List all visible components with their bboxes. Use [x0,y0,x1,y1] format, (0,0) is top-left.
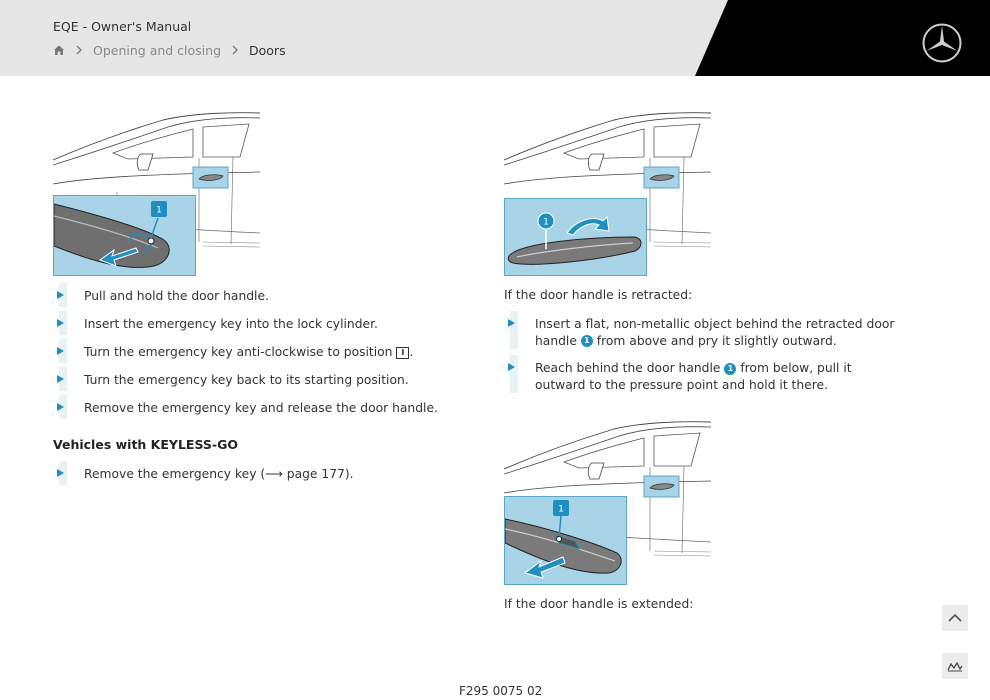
list-item: Reach behind the door handle 1 from below, pull it outward to the pressure point and hold it there. [504,360,904,404]
breadcrumb [53,42,286,58]
step-arrow-icon [508,363,515,371]
left-steps-list [53,288,453,428]
breadcrumb-link[interactable]: Opening and closing [93,42,222,58]
list-item: Remove the emergency key and release the door handle. [53,400,453,428]
step-arrow-icon [57,291,64,299]
list-item: Insert the emergency key into the lock cylinder. [53,316,453,344]
position-symbol: I [396,347,409,359]
extended-intro: If the door handle is extended: [504,597,694,611]
arrow-right-icon: ⟶ [265,467,283,481]
list-item: Remove the emergency key (⟶ page 177). [53,466,453,494]
list-item: Turn the emergency key back to its starting position. [53,372,453,400]
chevron-right-icon [65,45,93,55]
step-arrow-icon [57,319,64,327]
callout-badge: 1 [724,363,736,375]
scroll-to-top-button[interactable] [942,605,968,631]
figure-inset [53,195,196,276]
retracted-intro: If the door handle is retracted: [504,288,693,302]
figure-inset [504,496,627,585]
step-arrow-icon [508,319,515,327]
callout-badge: 1 [581,335,593,347]
list-item: Turn the emergency key anti-clockwise to position I . [53,344,453,372]
chevron-right-icon [221,45,249,55]
home-icon[interactable] [53,44,65,56]
brand-star-logo [921,22,963,64]
callout-number: 1 [156,205,162,216]
figure-inset [504,198,647,276]
page-link[interactable]: page 177 [286,467,345,481]
section-heading: Vehicles with KEYLESS-GO [53,437,238,452]
callout-number: 1 [558,504,564,515]
keyless-steps-list [53,466,453,494]
callout-number: 1 [543,217,549,228]
step-arrow-icon [57,403,64,411]
doc-title: EQE - Owner's Manual [53,19,192,34]
step-arrow-icon [57,469,64,477]
breadcrumb-current: Doors [249,42,286,58]
step-arrow-icon [57,347,64,355]
list-item: Pull and hold the door handle. [53,288,453,316]
list-item: Insert a flat, non-metallic object behind the retracted door handle 1 from above and pry it slightly outward. [504,316,904,360]
feedback-button[interactable] [942,653,968,679]
step-arrow-icon [57,375,64,383]
chevron-up-icon [948,613,962,623]
right-steps-list [504,316,904,404]
feedback-icon [947,660,963,672]
figure-code: F295 0075 02 [459,684,543,698]
